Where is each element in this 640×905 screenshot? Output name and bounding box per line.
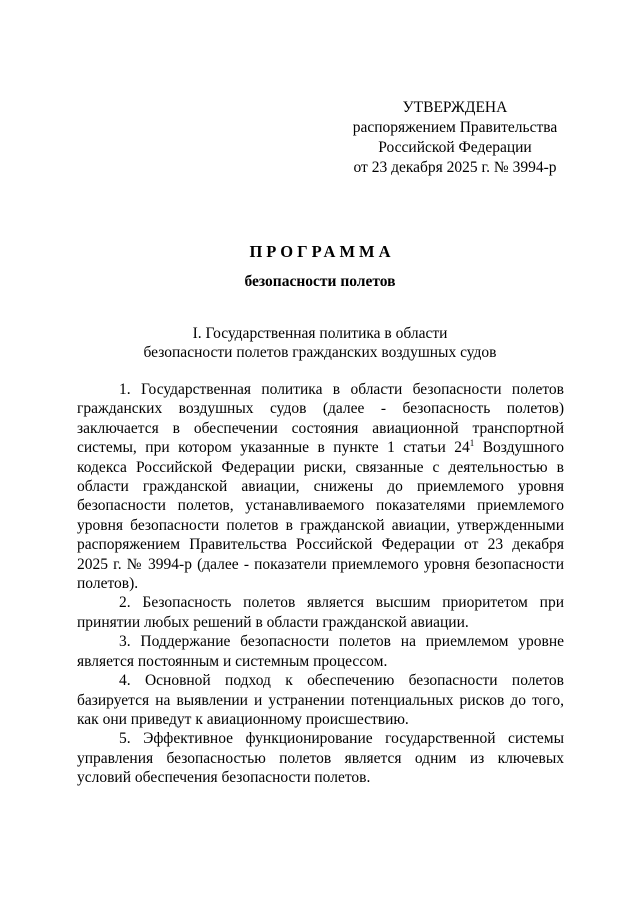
- approval-stamp: [330, 98, 580, 178]
- paragraph-1: [77, 380, 564, 593]
- document-title: ПРОГРАММА: [249, 242, 395, 261]
- paragraph-1-text-start: 1. Государственная политика в области безопасности полетов гражданских воздушных судов (далее - безопасность полетов) заключается в обеспечении состояния авиационной транспортной системы, при котором указанные в пункте 1 статьи 24: [77, 381, 564, 457]
- section-heading: [0, 324, 640, 362]
- footnote-superscript: 1: [469, 438, 475, 449]
- approval-authority-line1: распоряжением Правительства: [352, 119, 558, 136]
- section-heading-line1: I. Государственная политика в области: [192, 325, 448, 342]
- paragraph-3: 3. Поддержание безопасности полетов на приемлемом уровне является постоянным и системным процессом.: [77, 633, 564, 670]
- paragraph-1-text-end: Воздушного кодекса Российской Федерации риски, связанные с деятельностью в области гражданской авиации, снижены до приемлемого уровня безопасности полетов, устанавливаемого показателями приемлемого уровня безопасности полетов в гражданской авиации, утвержденными распоряжением Правительства Российской Федерации от 23 декабря 2025 г. № 3994-р (далее - показатели приемлемого уровня безопасности полетов).: [77, 439, 564, 593]
- document-subtitle: безопасности полетов: [244, 273, 396, 290]
- paragraph-2: 2. Безопасность полетов является высшим приоритетом при принятии любых решений в области гражданской авиации.: [77, 594, 564, 631]
- paragraph-4: 4. Основной подход к обеспечению безопасности полетов базируется на выявлении и устранении потенциальных рисков до того, как они приведут к авиационному происшествию.: [77, 672, 564, 728]
- approval-status: УТВЕРЖДЕНА: [402, 99, 508, 116]
- section-heading-line2: безопасности полетов гражданских воздушных судов: [143, 344, 497, 361]
- approval-date-number: от 23 декабря 2025 г. № 3994-р: [353, 159, 557, 176]
- document-title-block: [0, 241, 640, 293]
- approval-authority-line2: Российской Федерации: [378, 139, 532, 156]
- document-body: [77, 380, 564, 788]
- paragraph-5: 5. Эффективное функционирование государственной системы управления безопасностью полетов является одним из ключевых условий обеспечения безопасности полетов.: [77, 730, 564, 787]
